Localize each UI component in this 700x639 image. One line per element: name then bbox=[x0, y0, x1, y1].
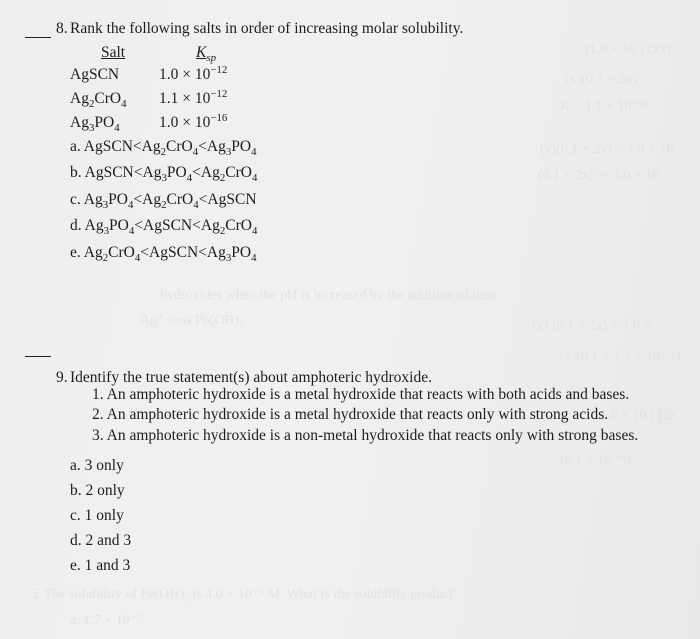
q9-option-d[interactable]: d. 2 and 3 bbox=[70, 532, 132, 549]
q9-statement-1: 1. An amphoteric hydroxide is a metal hydroxide that reacts with both acids and bases. bbox=[92, 386, 630, 403]
salt-agscn: AgSCN bbox=[70, 66, 120, 83]
q8-option-b[interactable]: b. $AgSCN<Ag_3PO_4<Ag_2CrO_4$ bbox=[70, 164, 258, 185]
q8-prompt: Rank the following salts in order of increasing molar solubility. bbox=[70, 20, 464, 37]
q8-option-e[interactable]: e. $Ag_2CrO_4<AgSCN<Ag_3PO_4$ bbox=[70, 244, 257, 265]
salt-column-header: Salt bbox=[101, 44, 126, 61]
q9-statement-3: 3. An amphoteric hydroxide is a non-metal hydroxide that reacts only with strong bases. bbox=[92, 427, 639, 444]
q9-statement-2: 2. An amphoteric hydroxide is a metal hydroxide that reacts only with strong acids. bbox=[92, 406, 609, 423]
ksp-column-header: $K_{sp}$ bbox=[196, 44, 216, 65]
q9-option-e[interactable]: e. 1 and 3 bbox=[70, 557, 131, 574]
q9-option-b[interactable]: b. 2 only bbox=[70, 482, 125, 499]
answer-blank-q9[interactable] bbox=[25, 356, 51, 357]
q9-option-a[interactable]: a. 3 only bbox=[70, 457, 124, 474]
ksp-ag2cro4: $1.1 \times 10^{-12}$ bbox=[159, 87, 228, 107]
q8-option-a[interactable]: a. $AgSCN<Ag_2CrO_4<Ag_3PO_4$ bbox=[70, 138, 257, 159]
q9-number: 9. bbox=[56, 369, 68, 386]
q9-prompt: Identify the true statement(s) about amphoteric hydroxide. bbox=[70, 369, 432, 386]
q8-option-d[interactable]: d. $Ag_3PO_4<AgSCN<Ag_2CrO_4$ bbox=[70, 217, 258, 238]
answer-blank-q8[interactable] bbox=[25, 37, 51, 38]
salt-ag2cro4: $Ag_2CrO_4$ bbox=[70, 90, 127, 111]
ksp-agscn: $1.0 \times 10^{-12}$ bbox=[159, 63, 228, 83]
salt-ag3po4: $Ag_3PO_4$ bbox=[70, 114, 120, 135]
q8-option-c[interactable]: c. $Ag_3PO_4<Ag_2CrO_4<AgSCN$ bbox=[70, 191, 257, 212]
q8-number: 8. bbox=[56, 20, 68, 37]
q9-option-c[interactable]: c. 1 only bbox=[70, 507, 124, 524]
ksp-ag3po4: $1.0 \times 10^{-16}$ bbox=[159, 111, 228, 131]
